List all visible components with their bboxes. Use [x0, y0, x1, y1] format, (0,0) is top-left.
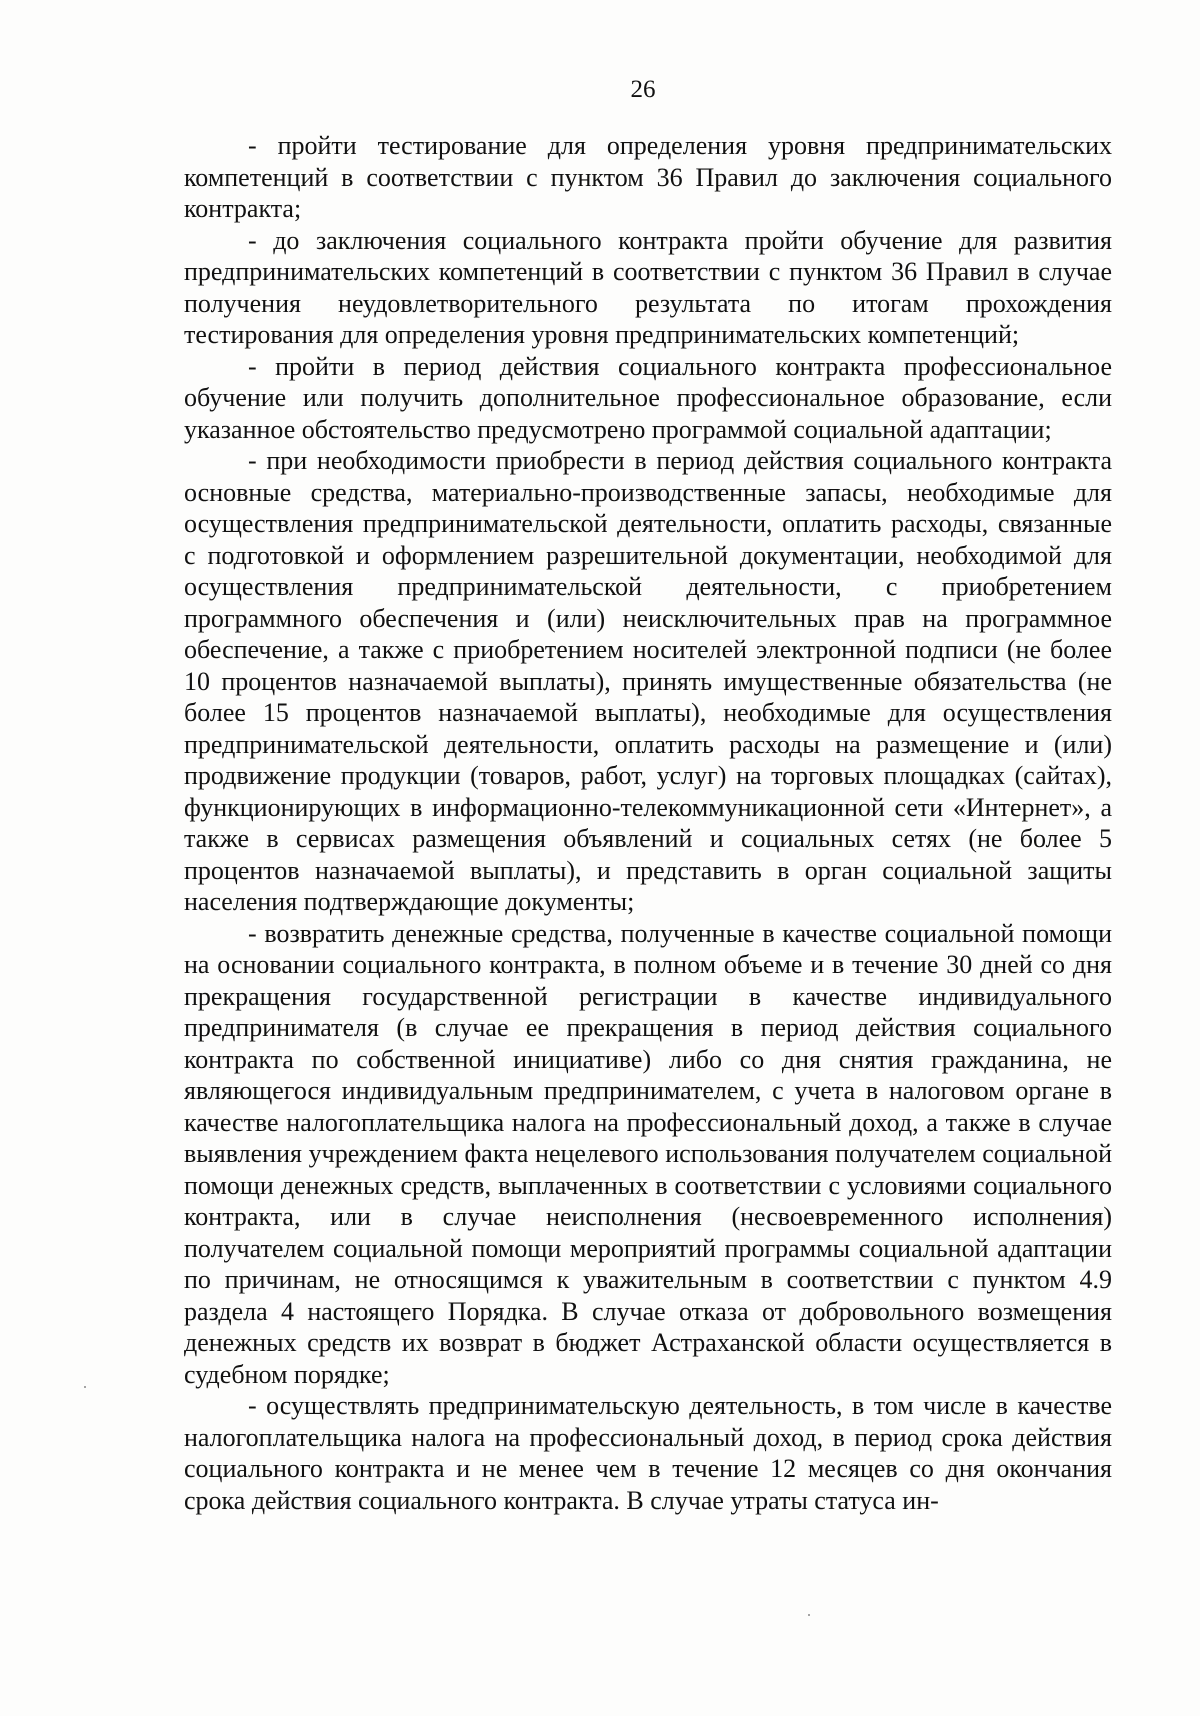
scan-speck [808, 1614, 810, 1616]
page-number: 26 [630, 76, 656, 103]
document-body [184, 130, 1112, 1516]
paragraph-training: - до заключения социального контракта пройти обучение для развития предпринимательских компетенций в соответствии с пунктом 36 Правил в случае получения неудовлетворительного результата по итогам прохождения тестирования для определения уровня предпринимательских компетенций; [184, 225, 1112, 349]
paragraph-refund-funds: - возвратить денежные средства, полученные в качестве социальной помощи на основании социального контракта, в полном объеме и в течение 30 дней со дня прекращения государственной регистрации в качестве индивидуального предпринимателя (в случае ее прекращения в период действия социального контракта по собственной инициативе) либо со дня снятия гражданина, не являющегося индивидуальным предпринимателем, с учета в налоговом органе в качестве налогоплательщика налога на профессиональный доход, а также в случае выявления учреждением факта нецелевого использования получателем социальной помощи денежных средств, выплаченных в соответствии с условиями социального контракта, или в случае неисполнения (несвоевременного исполнения) получателем социальной помощи мероприятий программы социальной адаптации по причинам, не относящимся к уважительным в соответствии с пунктом 4.9 раздела 4 настоящего Порядка. В случае отказа от добровольного возмещения денежных средств их возврат в бюджет Астраханской области осуществляется в судебном порядке; [184, 918, 1112, 1389]
paragraph-testing: - пройти тестирование для определения уровня предпринимательских компетенций в соответствии с пунктом 36 Правил до заключения социального контракта; [184, 131, 1112, 223]
paragraph-business-activity: - осуществлять предпринимательскую деятельность, в том числе в качестве налогоплательщика налога на профессиональный доход, в период срока действия социального контракта и не менее чем в течение 12 месяцев со дня окончания срока действия социального контракта. В случае утраты статуса ин- [184, 1391, 1112, 1515]
scan-speck [84, 1386, 86, 1388]
paragraph-professional-education: - пройти в период действия социального контракта профессиональное обучение или получить дополнительное профессиональное образование, если указанное обстоятельство предусмотрено программой социальной адаптации; [184, 351, 1112, 444]
paragraph-acquisition-expenses: - при необходимости приобрести в период действия социального контракта основные средства, материально-производственные запасы, необходимые для осуществления предпринимательской деятельности, оплатить расходы, связанные с подготовкой и оформлением разрешительной документации, необходимой для осуществления предпринимательской деятельности, с приобретением программного обеспечения и (или) неисключительных прав на программное обеспечение, а также с приобретением носителей электронной подписи (не более 10 процентов назначаемой выплаты), принять имущественные обязательства (не более 15 процентов назначаемой выплаты), необходимые для осуществления предпринимательской деятельности, оплатить расходы на размещение и (или) продвижение продукции (товаров, работ, услуг) на торговых площадках (сайтах), функционирующих в информационно-телекоммуникационной сети «Интернет», а также в сервисах размещения объявлений и социальных сетях (не более 5 процентов назначаемой выплаты), и представить в орган социальной защиты населения подтверждающие документы; [184, 446, 1112, 916]
